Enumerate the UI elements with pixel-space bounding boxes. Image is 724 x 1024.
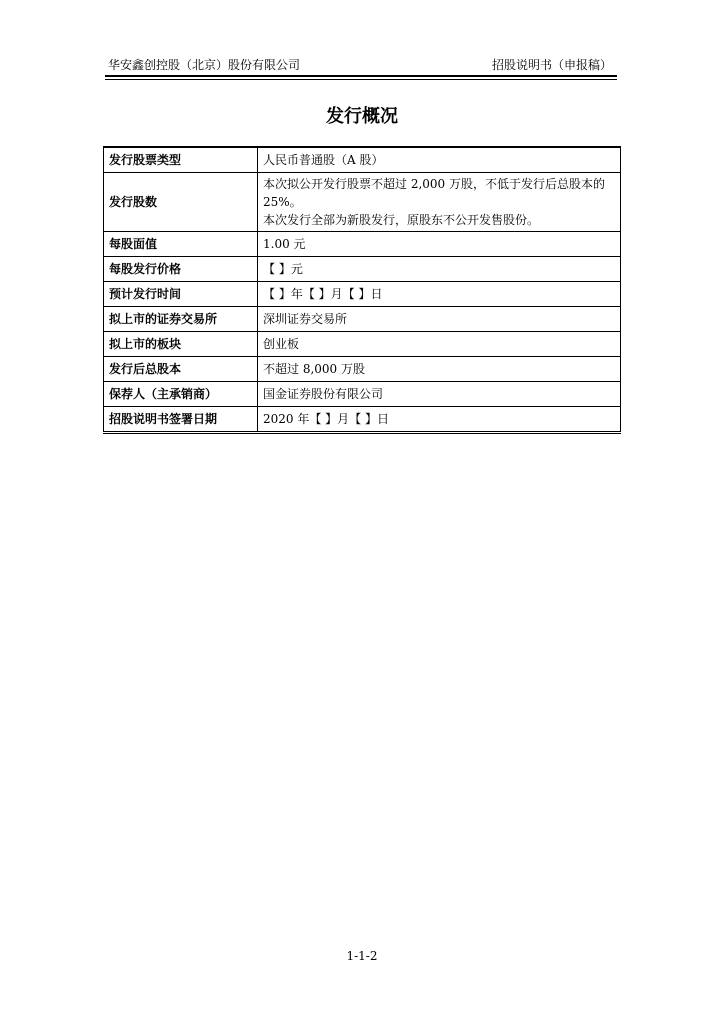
row-value: [258, 257, 621, 282]
row-value: [258, 332, 621, 357]
table-row: [104, 282, 621, 307]
table-row: [104, 257, 621, 282]
row-label: 每股面值: [104, 232, 258, 257]
row-label: 发行股数: [104, 173, 258, 232]
header-document-type: 招股说明书（申报稿）: [491, 58, 612, 72]
row-label: 预计发行时间: [104, 282, 258, 307]
issuance-overview-table: [103, 146, 621, 434]
row-label: 招股说明书签署日期: [104, 407, 258, 433]
row-value: [258, 232, 621, 257]
row-value-line: 本次拟公开发行股票不超过 2,000 万股，不低于发行后总股本的 25%。: [263, 177, 605, 209]
row-value: [258, 173, 621, 232]
table-row: [104, 382, 621, 407]
row-value-line: 深圳证券交易所: [263, 312, 348, 326]
row-value: [258, 357, 621, 382]
header-rule: [105, 75, 617, 77]
row-value-line: 【 】年【 】月【 】日: [263, 287, 383, 301]
row-value: [258, 147, 621, 173]
table-row: [104, 232, 621, 257]
row-value: [258, 382, 621, 407]
row-value: [258, 307, 621, 332]
table-row: [104, 407, 621, 433]
page-header: [108, 56, 616, 76]
table-row: [104, 147, 621, 173]
page-number: 1-1-2: [346, 949, 378, 963]
row-value-line: 创业板: [263, 337, 300, 351]
header-rule-thin: [105, 79, 617, 80]
row-label: 发行股票类型: [104, 147, 258, 173]
table-row: [104, 357, 621, 382]
page-title: 发行概况: [326, 106, 398, 127]
table-row: [104, 307, 621, 332]
row-label: 拟上市的板块: [104, 332, 258, 357]
row-label: 每股发行价格: [104, 257, 258, 282]
header-company-name: 华安鑫创控股（北京）股份有限公司: [108, 58, 301, 72]
row-label: 保荐人（主承销商）: [104, 382, 258, 407]
table-row: [104, 332, 621, 357]
table-row: [104, 173, 621, 232]
row-value-line: 1.00 元: [263, 237, 306, 251]
row-value-line: 【 】元: [263, 262, 303, 276]
row-value: [258, 282, 621, 307]
row-value-line: 国金证券股份有限公司: [263, 387, 384, 401]
row-value-line: 2020 年【 】月【 】日: [263, 412, 389, 426]
row-value-line: 人民币普通股（A 股）: [263, 153, 384, 167]
row-value-line: 本次发行全部为新股发行，原股东不公开发售股份。: [263, 213, 540, 227]
row-value-line: 不超过 8,000 万股: [263, 362, 365, 376]
row-label: 发行后总股本: [104, 357, 258, 382]
row-label: 拟上市的证券交易所: [104, 307, 258, 332]
row-value: [258, 407, 621, 433]
